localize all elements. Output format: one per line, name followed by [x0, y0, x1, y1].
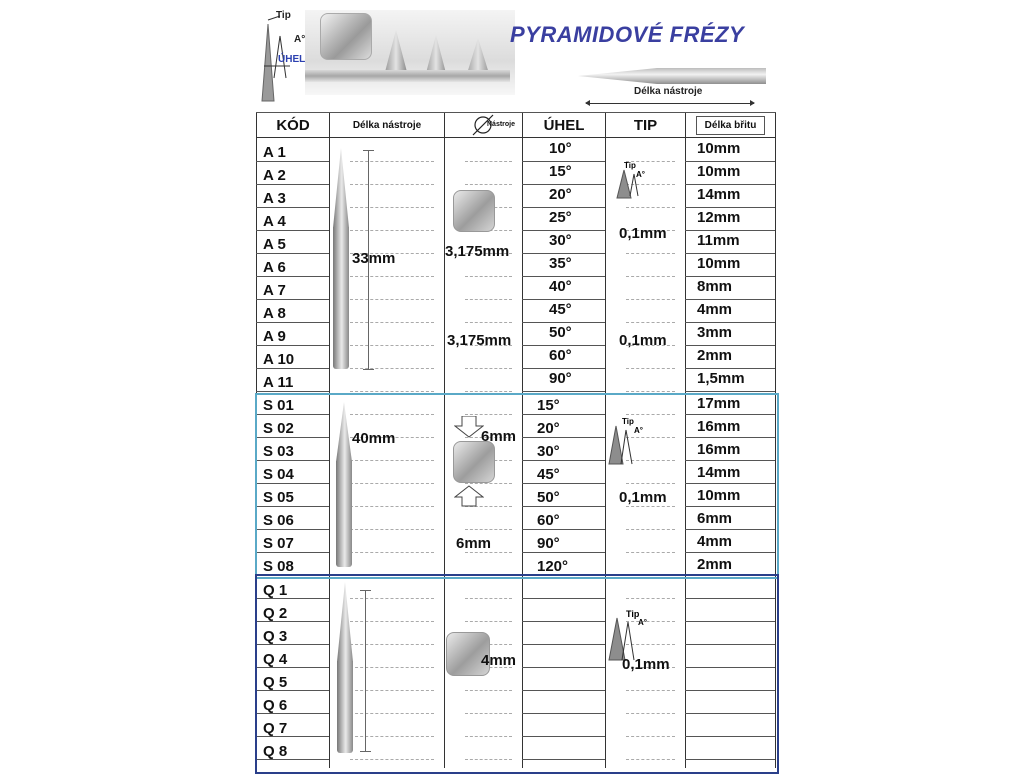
- row-line: [685, 644, 775, 645]
- bit-a-tip-image: [333, 148, 349, 228]
- angle-s02: 20°: [537, 420, 560, 437]
- row-line: [256, 575, 329, 576]
- header-kod: KÓD: [276, 116, 310, 134]
- code-s06: S 06: [263, 512, 294, 529]
- row-line: [522, 736, 605, 737]
- angle-a11: 90°: [549, 370, 572, 387]
- header-diagram: [250, 6, 310, 106]
- row-line: [685, 621, 775, 622]
- row-guide: [626, 368, 675, 369]
- blade-length-a6: 10mm: [697, 255, 741, 272]
- arrow-down-icon: [454, 416, 484, 438]
- col-line: [329, 112, 330, 768]
- row-line: [685, 460, 775, 461]
- angle-s03: 30°: [537, 443, 560, 460]
- row-line: [685, 529, 775, 530]
- row-guide: [626, 276, 675, 277]
- row-guide: [465, 368, 512, 369]
- code-s03: S 03: [263, 443, 294, 460]
- blade-length-a11: 1,5mm: [697, 370, 745, 387]
- row-line: [256, 137, 776, 138]
- row-guide: [350, 759, 434, 760]
- row-guide: [626, 713, 675, 714]
- row-guide: [350, 184, 434, 185]
- bit-q-tip-image: [337, 582, 353, 662]
- row-guide: [465, 621, 512, 622]
- row-guide: [350, 161, 434, 162]
- code-s07: S 07: [263, 535, 294, 552]
- code-q8: Q 8: [263, 743, 288, 760]
- row-line: [522, 552, 605, 553]
- row-guide: [465, 276, 512, 277]
- row-guide: [465, 322, 512, 323]
- header-prumer: [445, 113, 522, 137]
- blade-length-a8: 4mm: [697, 301, 733, 318]
- row-line: [685, 184, 775, 185]
- row-guide: [350, 299, 434, 300]
- row-line: [522, 299, 605, 300]
- length-measure-q: [365, 590, 366, 752]
- code-q1: Q 1: [263, 582, 288, 599]
- row-guide: [626, 759, 675, 760]
- diameter-s-top: 6mm: [481, 428, 517, 445]
- code-s08: S 08: [263, 558, 294, 575]
- row-line: [685, 506, 775, 507]
- header-delka-britu-box: Délka břitu: [696, 116, 766, 135]
- angle-s05: 50°: [537, 489, 560, 506]
- row-guide: [350, 644, 434, 645]
- tool-tips-photo: [305, 10, 515, 95]
- diameter-s-bottom: 6mm: [456, 535, 492, 552]
- row-line: [522, 391, 605, 392]
- col-line: [256, 112, 257, 768]
- row-guide: [350, 713, 434, 714]
- row-line: [522, 437, 605, 438]
- bit-a-shank-image: [333, 227, 349, 369]
- blade-length-s04: 14mm: [697, 464, 741, 481]
- row-guide: [465, 184, 512, 185]
- code-q4: Q 4: [263, 651, 288, 668]
- tip-icon-angle-q: A°: [638, 618, 647, 627]
- page-title: PYRAMIDOVÉ FRÉZY: [510, 22, 745, 47]
- row-guide: [465, 299, 512, 300]
- row-guide: [350, 552, 434, 553]
- row-guide: [626, 690, 675, 691]
- group-q-frame: [255, 574, 779, 774]
- row-line: [522, 276, 605, 277]
- row-guide: [350, 529, 434, 530]
- tip-icon-label-a: Tip: [624, 161, 636, 170]
- code-q5: Q 5: [263, 674, 288, 691]
- row-line: [685, 345, 775, 346]
- blade-length-a4: 12mm: [697, 209, 741, 226]
- row-guide: [626, 529, 675, 530]
- row-line: [522, 506, 605, 507]
- blade-length-s06: 6mm: [697, 510, 733, 527]
- row-guide: [350, 483, 434, 484]
- row-guide: [350, 230, 434, 231]
- code-a8: A 8: [263, 305, 286, 322]
- tip-a-top: 0,1mm: [619, 225, 667, 242]
- row-line: [256, 253, 329, 254]
- col-line: [444, 112, 445, 768]
- diameter-a-top: 3,175mm: [445, 243, 510, 260]
- row-line: [256, 483, 329, 484]
- row-line: [685, 552, 775, 553]
- bit-s-shank-image: [336, 461, 352, 567]
- row-guide: [350, 391, 434, 392]
- blade-length-a9: 3mm: [697, 324, 733, 341]
- row-guide: [626, 575, 675, 576]
- code-s05: S 05: [263, 489, 294, 506]
- row-guide: [350, 736, 434, 737]
- blade-length-s08: 2mm: [697, 556, 733, 573]
- row-guide: [350, 207, 434, 208]
- row-line: [256, 161, 329, 162]
- row-guide: [626, 253, 675, 254]
- tip-icon-label-s: Tip: [622, 417, 634, 426]
- row-guide: [350, 460, 434, 461]
- row-guide: [350, 621, 434, 622]
- angle-a8: 45°: [549, 301, 572, 318]
- row-guide: [350, 506, 434, 507]
- row-guide: [626, 299, 675, 300]
- row-line: [522, 644, 605, 645]
- header-delka-britu: [686, 113, 775, 137]
- row-line: [685, 276, 775, 277]
- blade-length-a1: 10mm: [697, 140, 741, 157]
- angle-s04: 45°: [537, 466, 560, 483]
- code-a7: A 7: [263, 282, 286, 299]
- tip-q: 0,1mm: [622, 656, 670, 673]
- col-line: [685, 112, 686, 768]
- angle-a1: 10°: [549, 140, 572, 157]
- row-guide: [350, 276, 434, 277]
- angle-a5: 30°: [549, 232, 572, 249]
- row-guide: [465, 690, 512, 691]
- arrow-up-icon: [454, 485, 484, 507]
- row-guide: [626, 483, 675, 484]
- bit-s-tip-image: [336, 402, 352, 462]
- row-guide: [465, 713, 512, 714]
- bit-q-shank-image: [337, 661, 353, 753]
- row-line: [256, 506, 329, 507]
- row-line: [522, 368, 605, 369]
- row-guide: [465, 736, 512, 737]
- code-s02: S 02: [263, 420, 294, 437]
- row-line: [522, 575, 605, 576]
- row-line: [685, 759, 775, 760]
- row-line: [256, 322, 329, 323]
- row-line: [522, 230, 605, 231]
- tip-a-bottom: 0,1mm: [619, 332, 667, 349]
- row-line: [522, 322, 605, 323]
- row-line: [256, 529, 329, 530]
- code-a6: A 6: [263, 259, 286, 276]
- row-guide: [626, 322, 675, 323]
- code-a11: A 11: [263, 374, 294, 391]
- code-q7: Q 7: [263, 720, 288, 737]
- row-guide: [626, 391, 675, 392]
- tool-length-s: 40mm: [352, 430, 396, 447]
- row-guide: [465, 391, 512, 392]
- row-line: [256, 391, 329, 392]
- row-line: [522, 598, 605, 599]
- row-guide: [465, 161, 512, 162]
- row-guide: [626, 506, 675, 507]
- code-a1: A 1: [263, 144, 286, 161]
- angle-a9: 50°: [549, 324, 572, 341]
- row-line: [522, 713, 605, 714]
- row-line: [685, 598, 775, 599]
- row-line: [256, 437, 329, 438]
- row-guide: [350, 690, 434, 691]
- angle-s01: 15°: [537, 397, 560, 414]
- row-line: [522, 414, 605, 415]
- row-guide: [465, 552, 512, 553]
- code-a10: A 10: [263, 351, 295, 368]
- row-line: [522, 253, 605, 254]
- tool-length-a: 33mm: [352, 250, 396, 267]
- row-line: [685, 207, 775, 208]
- angle-s06: 60°: [537, 512, 560, 529]
- diameter-a-bottom: 3,175mm: [447, 332, 512, 349]
- code-a3: A 3: [263, 190, 286, 207]
- row-line: [522, 184, 605, 185]
- row-line: [256, 414, 329, 415]
- row-line: [685, 299, 775, 300]
- blade-length-a3: 14mm: [697, 186, 741, 203]
- row-line: [685, 414, 775, 415]
- row-line: [256, 207, 329, 208]
- row-line: [685, 483, 775, 484]
- blade-length-s07: 4mm: [697, 533, 733, 550]
- header-prumer-label: Nástroje: [487, 121, 516, 128]
- row-line: [522, 460, 605, 461]
- blade-length-s05: 10mm: [697, 487, 741, 504]
- row-line: [685, 322, 775, 323]
- code-a2: A 2: [263, 167, 286, 184]
- angle-a2: 15°: [549, 163, 572, 180]
- row-guide: [626, 552, 675, 553]
- blade-length-s01: 17mm: [697, 395, 741, 412]
- tip-s: 0,1mm: [619, 489, 667, 506]
- row-line: [522, 345, 605, 346]
- row-line: [685, 230, 775, 231]
- row-line: [522, 690, 605, 691]
- code-s04: S 04: [263, 466, 294, 483]
- blade-length-a5: 11mm: [697, 232, 740, 249]
- length-arrow: [586, 103, 754, 104]
- row-line: [522, 621, 605, 622]
- row-line: [256, 230, 329, 231]
- angle-s07: 90°: [537, 535, 560, 552]
- row-line: [685, 667, 775, 668]
- code-q6: Q 6: [263, 697, 288, 714]
- tip-icon-angle-s: A°: [634, 426, 643, 435]
- header-uhel: ÚHEL: [543, 116, 585, 134]
- code-a5: A 5: [263, 236, 286, 253]
- angle-a6: 35°: [549, 255, 572, 272]
- code-a4: A 4: [263, 213, 286, 230]
- row-line: [685, 253, 775, 254]
- row-guide: [350, 345, 434, 346]
- row-guide: [626, 736, 675, 737]
- shank-end-photo-s: [453, 441, 495, 483]
- blade-length-a7: 8mm: [697, 278, 733, 295]
- row-guide: [626, 598, 675, 599]
- row-guide: [350, 667, 434, 668]
- row-guide: [350, 575, 434, 576]
- row-guide: [465, 483, 512, 484]
- row-line: [522, 483, 605, 484]
- tip-label: Tip: [276, 10, 291, 21]
- angle-a7: 40°: [549, 278, 572, 295]
- row-line: [256, 552, 329, 553]
- header-delka-nastroje: Délka nástroje: [352, 119, 422, 131]
- row-line: [685, 575, 775, 576]
- delka-nastroje-header-label: Délka nástroje: [634, 86, 703, 97]
- tip-icon-label-q: Tip: [626, 609, 640, 619]
- code-q2: Q 2: [263, 605, 288, 622]
- row-guide: [465, 759, 512, 760]
- diameter-q: 4mm: [481, 652, 517, 669]
- col-line: [775, 112, 776, 768]
- row-line: [522, 759, 605, 760]
- row-line: [522, 207, 605, 208]
- blade-length-s02: 16mm: [697, 418, 741, 435]
- row-guide: [626, 207, 675, 208]
- angle-s08: 120°: [537, 558, 569, 575]
- code-a9: A 9: [263, 328, 286, 345]
- tip-icon-angle-a: A°: [636, 170, 645, 179]
- row-line: [685, 368, 775, 369]
- row-line: [256, 184, 329, 185]
- row-line: [685, 690, 775, 691]
- row-guide: [350, 598, 434, 599]
- row-guide: [465, 414, 512, 415]
- row-guide: [465, 529, 512, 530]
- row-guide: [626, 414, 675, 415]
- row-line: [685, 391, 775, 392]
- row-line: [256, 368, 329, 369]
- row-line: [522, 667, 605, 668]
- angle-a4: 25°: [549, 209, 572, 226]
- angle-a3: 20°: [549, 186, 572, 203]
- header-tip: TIP: [633, 116, 658, 134]
- blade-length-a2: 10mm: [697, 163, 741, 180]
- row-line: [685, 736, 775, 737]
- tool-photo: [578, 68, 766, 84]
- row-line: [256, 460, 329, 461]
- angle-label: A°: [294, 34, 306, 45]
- row-line: [685, 161, 775, 162]
- row-line: [685, 713, 775, 714]
- row-guide: [465, 575, 512, 576]
- row-guide: [350, 322, 434, 323]
- row-line: [256, 276, 329, 277]
- row-line: [522, 161, 605, 162]
- row-guide: [350, 414, 434, 415]
- row-line: [256, 299, 329, 300]
- angle-a10: 60°: [549, 347, 572, 364]
- blade-length-a10: 2mm: [697, 347, 733, 364]
- uhel-label: ÚHEL: [278, 54, 306, 65]
- row-line: [256, 345, 329, 346]
- col-line: [522, 112, 523, 768]
- code-q3: Q 3: [263, 628, 288, 645]
- row-line: [685, 437, 775, 438]
- shank-end-photo-a: [453, 190, 495, 232]
- code-s01: S 01: [263, 397, 294, 414]
- row-line: [522, 529, 605, 530]
- row-guide: [465, 598, 512, 599]
- blade-length-s03: 16mm: [697, 441, 741, 458]
